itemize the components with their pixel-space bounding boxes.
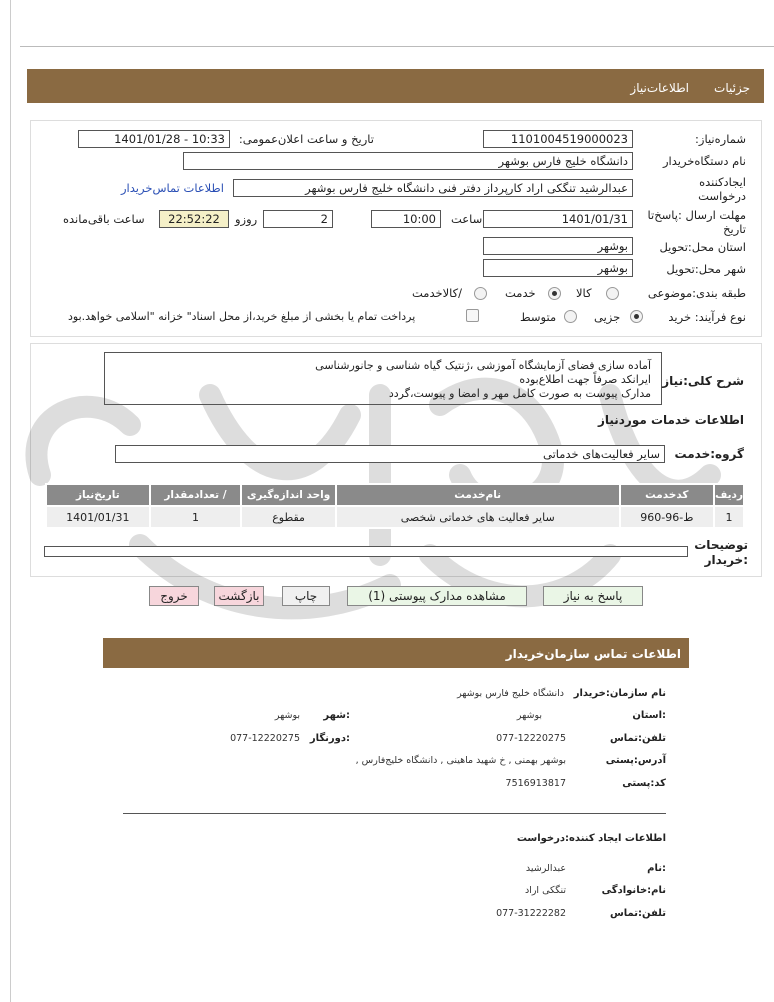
top-divider (20, 46, 774, 47)
deadline-date-field: 1401/01/31 (483, 210, 633, 228)
description-line-1: آماده سازی فضای آزمایشگاه آموزشی ،ژنتیک گیاه شناسی و جانورشناسی (315, 359, 651, 372)
process-label: نوع فرآیند: خرید (668, 310, 746, 324)
remaining-time-field: 22:52:22 (159, 210, 229, 228)
contact-city-label: :شهر (323, 710, 350, 721)
service-group-field: سایر فعالیت‌های خدماتی (115, 445, 665, 463)
creator-family-label: نام:خانوادگی (601, 885, 666, 896)
org-name-value: دانشگاه خلیج فارس بوشهر (457, 688, 564, 699)
need-number-field: 1101004519000023 (483, 130, 633, 148)
category-option-service: خدمت (505, 286, 536, 300)
category-option-both: /کالاخدمت (412, 286, 463, 300)
remaining-label: ساعت باقی‌مانده (63, 212, 145, 226)
treasury-payment-checkbox[interactable] (466, 309, 479, 322)
description-box (104, 352, 662, 405)
contact-postal-label: کد:پستی (622, 778, 666, 789)
description-label: شرح کلی:نیاز (662, 374, 744, 388)
creator-phone-label: تلفن:تماس (609, 908, 666, 919)
tab-details[interactable]: جزئیات (714, 81, 750, 95)
process-radio-medium[interactable] (564, 310, 577, 323)
services-table-header (46, 484, 744, 506)
table-row (46, 506, 744, 528)
category-label: طبقه بندی:موضوعی (647, 286, 746, 300)
contact-province-label: :استان (632, 710, 666, 721)
buyer-notes-field (44, 546, 688, 557)
creator-phone-value: 077-31222282 (496, 908, 566, 919)
col-row: ردیف (714, 484, 744, 506)
city-label: شهر محل:تحویل (666, 262, 746, 276)
buyer-contact-title: اطلاعات تماس سازمان‌خریدار (505, 647, 681, 661)
buyer-org-field: دانشگاه خلیج فارس بوشهر (183, 152, 633, 170)
need-number-label: شماره‌نیاز: (695, 132, 746, 146)
cell-quantity: 1 (150, 506, 242, 528)
time-label: ساعت (451, 212, 483, 226)
cell-row: 1 (714, 506, 744, 528)
description-line-3: مدارک پیوست به صورت کامل مهر و امضا و پیوست،گردد (388, 387, 651, 400)
category-radio-both[interactable] (474, 287, 487, 300)
page-left-border (10, 0, 11, 1002)
process-radio-minor[interactable] (630, 310, 643, 323)
contact-address-value: بوشهر بهمنی , خ شهید ماهینی , دانشگاه خلیج‌فارس , (355, 755, 566, 766)
creator-label-2: درخواست (698, 189, 746, 203)
col-unit: واحد اندازه‌گیری (241, 484, 336, 506)
contact-fax-label: :دورنگار (309, 733, 350, 744)
deadline-time-field: 10:00 (371, 210, 441, 228)
contact-city-value: بوشهر (274, 710, 300, 721)
view-attachments-button[interactable]: مشاهده مدارک پیوستی (1) (347, 586, 527, 606)
col-need-date: تاریخ‌نیاز (46, 484, 150, 506)
reply-button[interactable]: پاسخ به نیاز (543, 586, 643, 606)
service-group-label: گروه:خدمت (674, 447, 744, 461)
buyer-notes-label: توضیحات (694, 538, 748, 552)
col-code: کدخدمت (620, 484, 715, 506)
contact-postal-value: 7516913817 (505, 778, 566, 789)
treasury-payment-text: پرداخت تمام یا بخشی از مبلغ خرید،از محل اسناد" خزانه "اسلامی خواهد.بود (68, 310, 416, 323)
province-field: بوشهر (483, 237, 633, 255)
exit-button[interactable]: خروج (149, 586, 199, 606)
tab-need-info[interactable]: اطلاعات‌نیاز (630, 81, 689, 95)
header-bar (27, 69, 764, 103)
cell-code: ط-96-960 (620, 506, 715, 528)
creator-field: عبدالرشید تنگکی اراد کارپرداز دفتر فنی دانشگاه خلیج فارس بوشهر (233, 179, 633, 197)
deadline-label: مهلت ارسال :پاسخ‌تا (647, 208, 746, 222)
contact-fax-value: 077-12220275 (230, 733, 300, 744)
city-field: بوشهر (483, 259, 633, 277)
contact-address-label: آدرس:پستی (605, 755, 666, 766)
process-option-minor: جزیی (594, 310, 621, 324)
contact-province-value: بوشهر (516, 710, 542, 721)
creator-name-label: :نام (647, 863, 666, 874)
back-button[interactable]: بازگشت (214, 586, 264, 606)
buyer-notes-label-2: :خریدار (704, 553, 748, 567)
col-name: نام‌خدمت (336, 484, 620, 506)
category-option-goods: کالا (576, 286, 592, 300)
buyer-contact-header (103, 638, 689, 668)
services-table (45, 483, 745, 529)
contact-phone-label: تلفن:تماس (609, 733, 666, 744)
services-title: اطلاعات خدمات موردنیاز (597, 413, 744, 427)
org-name-label: نام سازمان:خریدار (573, 688, 666, 699)
deadline-label-2: تاریخ (723, 222, 746, 236)
announce-label: تاریخ و ساعت اعلان‌عمومی: (238, 132, 374, 146)
cell-name: سایر فعالیت های خدماتی شخصی (336, 506, 620, 528)
category-radio-service[interactable] (548, 287, 561, 300)
announce-field: 1401/01/28 - 10:33 (78, 130, 230, 148)
creator-family-value: تنگکی اراد (524, 885, 566, 896)
print-button[interactable]: چاپ (282, 586, 330, 606)
province-label: استان محل:تحویل (659, 240, 746, 254)
buyer-org-label: نام دستگاه‌خریدار (662, 154, 746, 168)
creator-label: ایجادکننده (699, 175, 746, 189)
contact-phone-value: 077-12220275 (496, 733, 566, 744)
description-line-2: ایرانکد صرفاً جهت اطلاع‌بوده (519, 373, 651, 386)
days-label: روزو (235, 212, 258, 226)
section-divider (123, 813, 666, 814)
creator-info-title: اطلاعات ایجاد کننده:درخواست (516, 833, 666, 844)
creator-name-value: عبدالرشید (525, 863, 566, 874)
category-radio-goods[interactable] (606, 287, 619, 300)
col-quantity: / تعدادمقدار (150, 484, 242, 506)
cell-need-date: 1401/01/31 (46, 506, 150, 528)
cell-unit: مقطوع (241, 506, 336, 528)
process-option-medium: متوسط (520, 310, 557, 324)
buyer-contact-link[interactable]: اطلاعات تماس‌خریدار (121, 181, 224, 195)
days-field: 2 (263, 210, 333, 228)
